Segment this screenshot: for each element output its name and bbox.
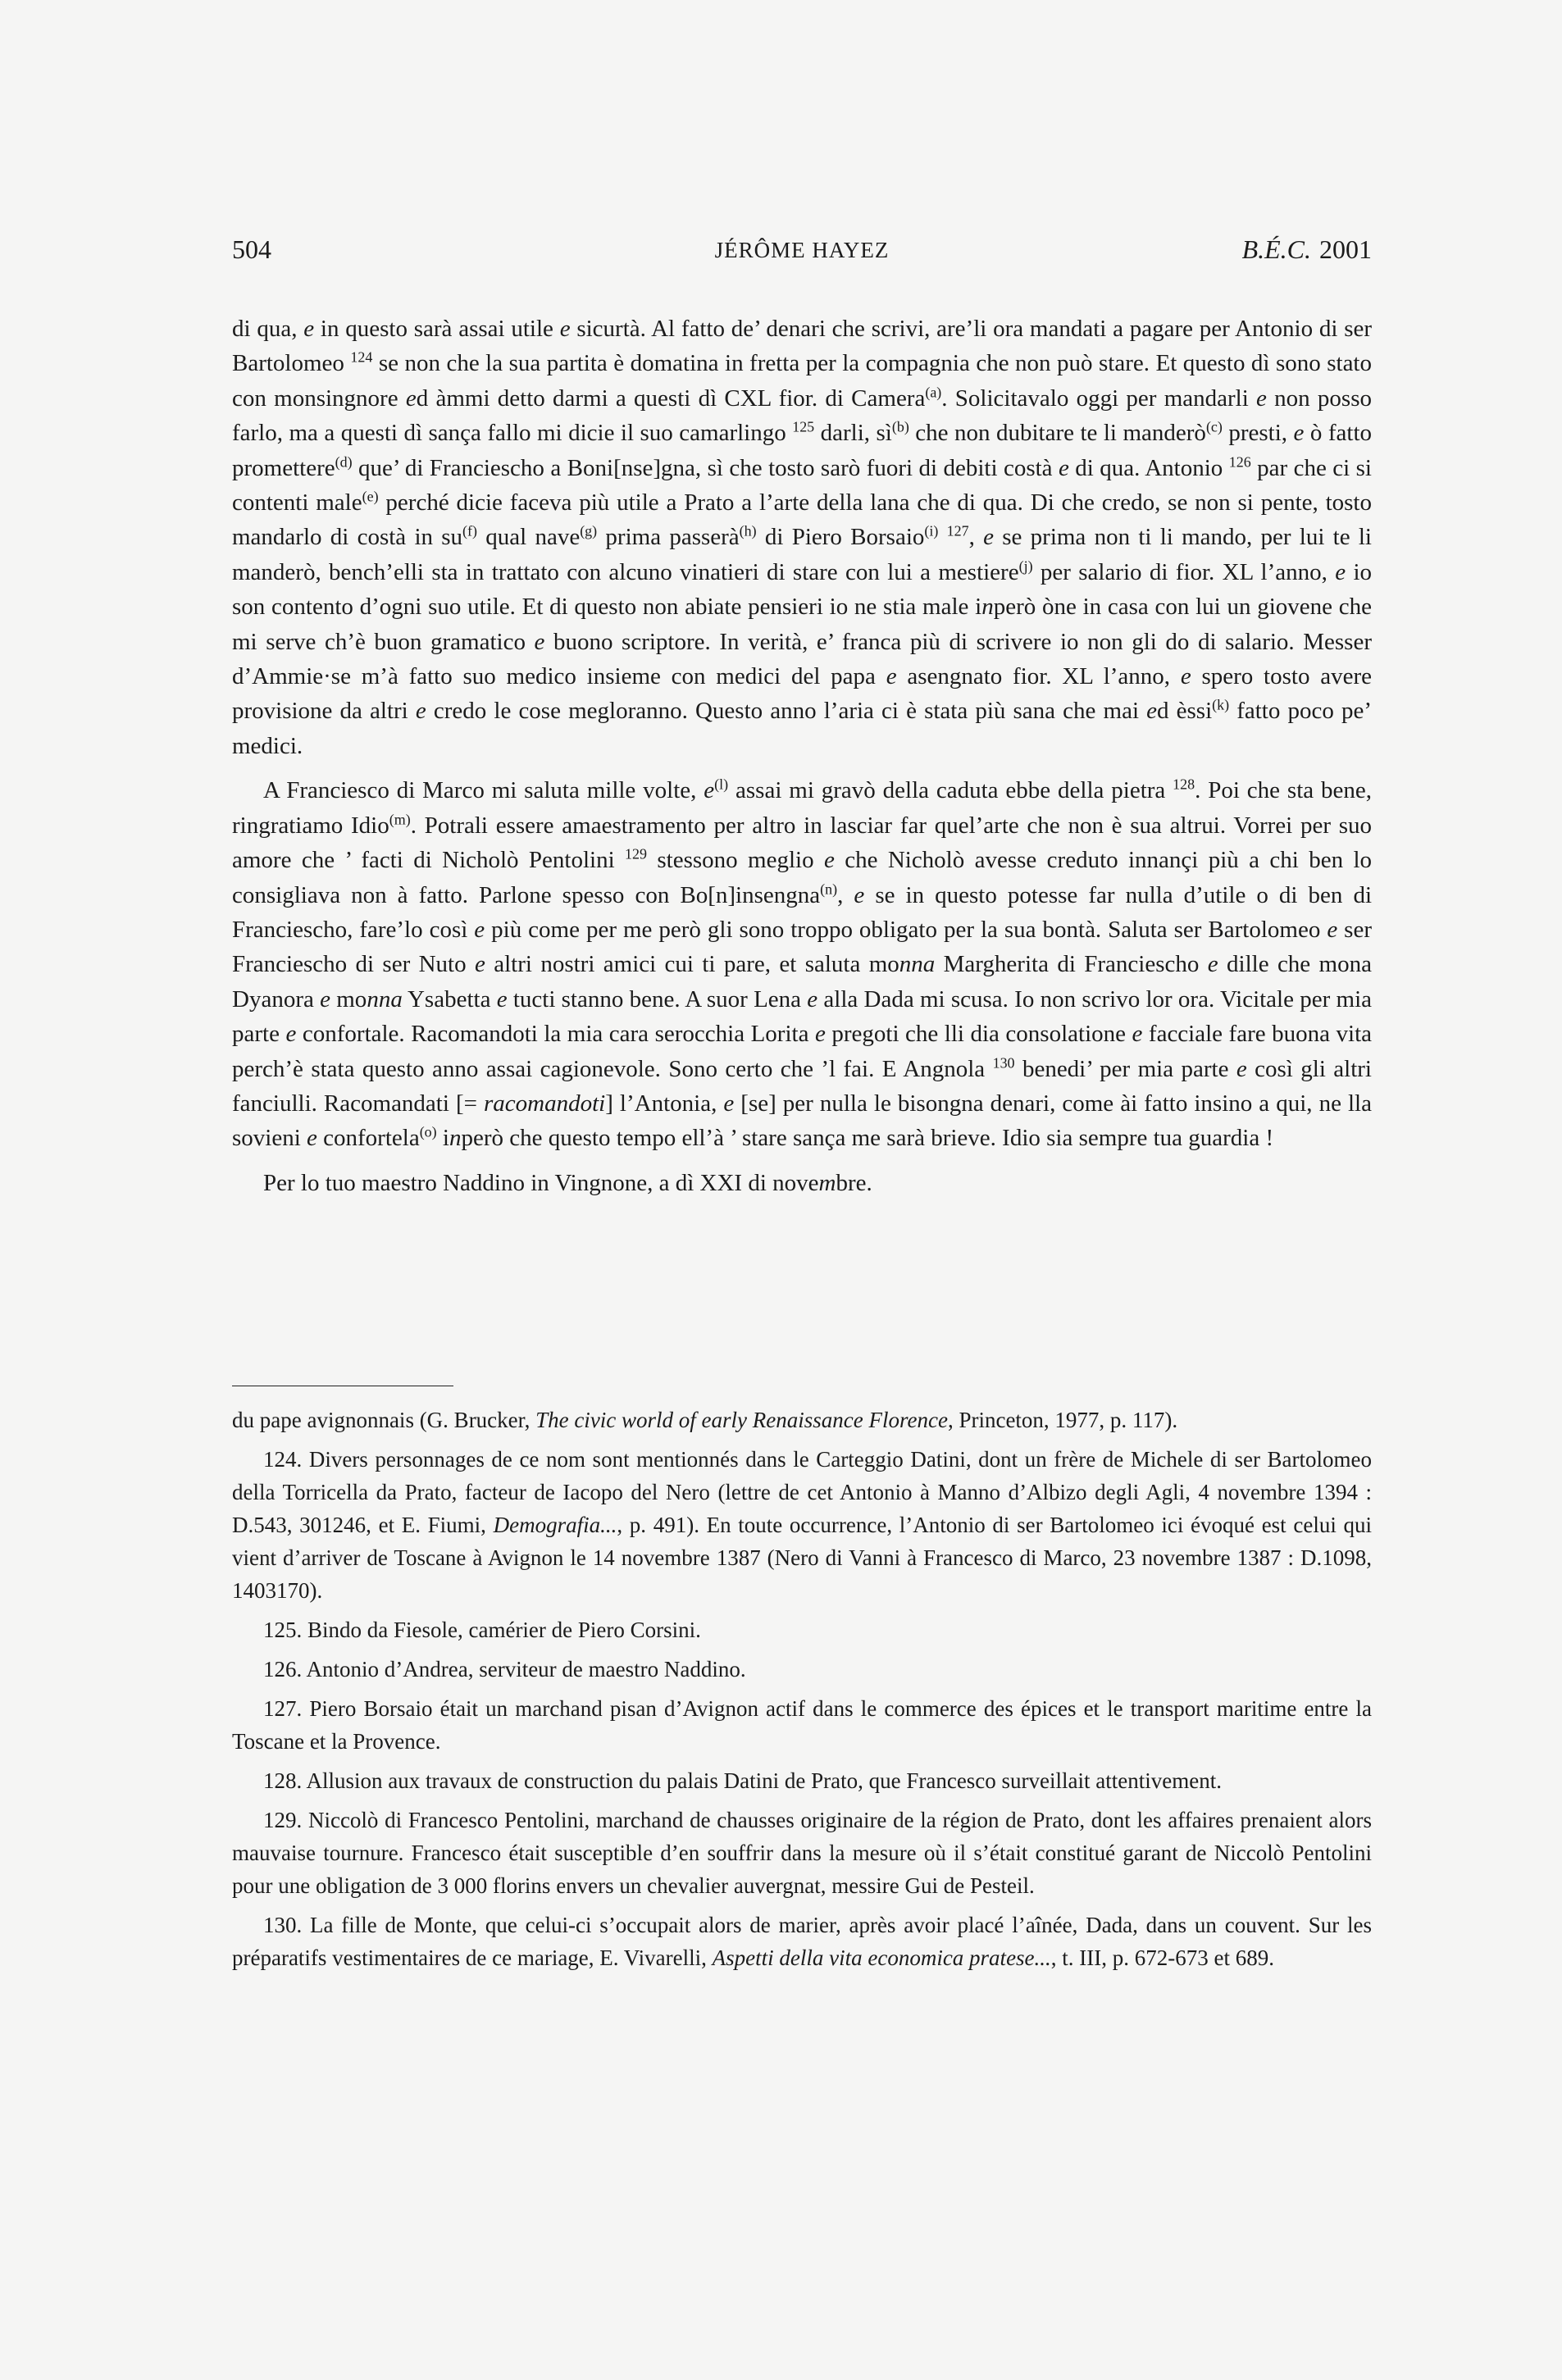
text-run: così gli altri fanciulli. Racomandati [= [232, 1055, 1372, 1117]
text-run: assai mi gravò della caduta ebbe della pietra [728, 777, 1173, 804]
italic-text: e [1256, 385, 1267, 412]
note-reference: (h) [739, 522, 757, 539]
journal-abbrev: B.É.C. [1241, 234, 1311, 264]
italic-text: nna [899, 951, 936, 978]
text-run: di qua, [232, 316, 304, 342]
text-run: altri nostri amici cui ti pare, et saluta mo [485, 951, 899, 978]
italic-text: e [807, 985, 818, 1013]
note-reference: (a) [925, 384, 942, 401]
italic-text: e [823, 847, 835, 874]
text-run: spero tosto avere provisione da altri [232, 663, 1372, 725]
text-run: 127. Piero Borsaio était un marchand pisan d’Avignon actif dans le commerce des épices et le transport maritime entre la Toscane et la Provence. [232, 1696, 1372, 1754]
text-run: asengnato fior. XL l’anno, [896, 663, 1181, 690]
italic-text: e [1207, 951, 1218, 978]
footnote [232, 1804, 1372, 1902]
text-run: più come per me però gli sono troppo obligato per la sua bontà. Saluta ser Bartolomeo [485, 916, 1327, 943]
text-run: . Solicitavalo oggi per mandarli [941, 385, 1257, 412]
note-reference: (d) [335, 453, 353, 470]
text-run: , Princeton, 1977, p. 117). [947, 1408, 1178, 1432]
italic-text: e [320, 985, 330, 1013]
text-run: non posso farlo, ma a questi dì sança fallo mi dicie il suo camarlingo [232, 385, 1372, 447]
text-run: pregoti che lli dia consolatione [825, 1021, 1132, 1048]
text-run: benedi’ per mia parte [1014, 1055, 1236, 1082]
text-run: par che ci si contenti male [232, 454, 1372, 517]
text-run: confortela [316, 1125, 420, 1152]
text-run: però che questo tempo ell’à ’ stare sança me sarà brieve. Idio sia sempre tua guardia ! [461, 1125, 1274, 1152]
note-reference: 127 [946, 522, 969, 539]
text-run: se non che la sua partita è domatina in fretta per la compagnia che non può stare. Et questo dì sono stato con monsingnore [232, 350, 1372, 412]
italic-text: Demografia... [493, 1513, 617, 1537]
italic-text: e [474, 916, 485, 943]
note-reference: 130 [992, 1053, 1015, 1071]
italic-text: e [704, 777, 715, 804]
text-run: dille che mona Dyanora [232, 951, 1372, 1013]
text-run: 130. La fille de Monte, que celui-ci s’occupait alors de marier, après avoir placé l’aînée, Dada, dans un couvent. Sur les préparatifs vestimentaires de ce mariage, E. Vivarelli, [232, 1913, 1372, 1970]
text-run: , p. 491). En toute occurrence, l’Antonio di ser Bartolomeo ici évoqué est celui qui vient d’arriver de Toscane à Avignon le 14 novembre 1387 (Nero di Vanni à Francesco di Marco, 23 novembre 1387 : D.1098, 1403170). [232, 1513, 1372, 1603]
italic-text: e [415, 698, 426, 725]
text-run: prima passerà [597, 524, 740, 551]
italic-text: The civic world of early Renaissance Florence [535, 1408, 948, 1432]
note-reference: (j) [1018, 557, 1033, 575]
text-run: presti, [1222, 420, 1294, 447]
footnote [232, 1653, 1372, 1686]
text-run: se in questo potesse far nulla d’utile o di ben di Franciescho, fare’lo così [232, 881, 1373, 943]
note-reference: (i) [924, 522, 939, 539]
text-run: darli, sì [814, 420, 892, 447]
note-reference: 128 [1173, 776, 1195, 793]
text-run: confortale. Racomandoti la mia cara serocchia Lorita [296, 1021, 815, 1048]
italic-text: e [303, 316, 315, 342]
text-run: bre. [836, 1169, 872, 1196]
text-run: mo [330, 985, 367, 1013]
text-run: que’ di Franciescho a Boni[nse]gna, sì che tosto sarò fuori di debiti costà [352, 454, 1059, 481]
note-reference: (g) [580, 522, 598, 539]
letter-body [232, 312, 1372, 1210]
letter-paragraph [232, 773, 1372, 1155]
text-run: fatto poco pe’ medici. [232, 698, 1372, 759]
text-run: però òne in casa con lui un giovene che mi serve ch’è buon gramatico [232, 594, 1372, 655]
italic-text: e [534, 628, 545, 655]
footnote [232, 1764, 1372, 1797]
text-run: 126. Antonio d’Andrea, serviteur de maestro Naddino. [263, 1657, 746, 1681]
text-run: 128. Allusion aux travaux de construction du palais Datini de Prato, que Francesco surveillait attentivement. [263, 1768, 1222, 1793]
italic-text: e [307, 1125, 317, 1152]
text-run [938, 524, 946, 550]
text-run: d àmmi detto darmi a questi dì CXL fior. di Camera [416, 385, 926, 412]
italic-text: e [1236, 1055, 1247, 1082]
journal-year: 2001 [1319, 234, 1372, 264]
text-run: sicurtà. Al fatto de’ denari che scrivi, are’li ora mandati a pagare per Antonio di ser Bartolomeo [232, 316, 1373, 377]
italic-text: e [285, 1021, 297, 1048]
note-reference: 129 [625, 845, 647, 862]
text-run: , [968, 524, 984, 551]
note-reference: (f) [462, 522, 477, 539]
italic-text: e [854, 881, 865, 908]
note-reference: (o) [419, 1123, 437, 1140]
text-run: ò fatto promettere [232, 420, 1373, 481]
text-run: i [436, 1125, 449, 1152]
italic-text: n [449, 1125, 462, 1152]
text-run: qual nave [477, 524, 581, 551]
note-reference: (n) [820, 880, 838, 897]
text-run: in questo sarà assai utile [314, 316, 560, 342]
italic-text: e [983, 524, 994, 551]
italic-text: racomandoti [484, 1090, 606, 1117]
letter-paragraph [232, 312, 1372, 763]
text-run: di Piero Borsaio [756, 524, 925, 551]
running-header [232, 234, 1372, 271]
text-run: . Poi che sta bene, ringratiamo Idio [232, 777, 1373, 839]
note-reference: 126 [1228, 453, 1251, 470]
italic-text: e [496, 985, 508, 1013]
footnote [232, 1692, 1372, 1758]
text-run: di qua. Antonio [1068, 454, 1229, 481]
text-run: stessono meglio [647, 847, 824, 874]
text-run: , t. III, p. 672-673 et 689. [1050, 1945, 1274, 1970]
note-reference: (c) [1205, 418, 1223, 435]
text-run: Per lo tuo maestro Naddino in Vingnone, a dì XXI di nove [263, 1169, 819, 1196]
italic-text: m [818, 1169, 836, 1196]
running-author: JÉRÔME HAYEZ [714, 238, 890, 262]
note-reference: (l) [714, 776, 729, 793]
footnote [232, 1443, 1372, 1607]
italic-text: e [1180, 663, 1191, 690]
note-reference: 124 [350, 348, 373, 366]
footnote [232, 1909, 1372, 1974]
text-run: 125. Bindo da Fiesole, camérier de Piero Corsini. [263, 1618, 701, 1642]
italic-text: e [1146, 698, 1158, 725]
text-run: se prima non ti li mando, per lui te li manderò, bench’elli sta in trattato con alcuno vinatieri di stare con lui a mestiere [232, 524, 1372, 585]
text-run: A Franciesco di Marco mi saluta mille volte, [263, 777, 704, 804]
italic-text: e [475, 951, 485, 978]
italic-text: e [723, 1090, 735, 1117]
footnote [232, 1404, 1372, 1436]
note-reference: (e) [362, 488, 379, 505]
italic-text: nna [367, 985, 403, 1013]
text-run: ] l’Antonia, [605, 1090, 724, 1117]
journal-reference [1242, 234, 1372, 265]
text-run: credo le cose megloranno. Questo anno l’aria ci è stata più sana che mai [426, 698, 1147, 725]
italic-text: e [1327, 916, 1338, 943]
text-run: ser Franciescho di ser Nuto [232, 916, 1372, 978]
text-run: tucti stanno bene. A suor Lena [507, 985, 808, 1013]
text-run: [se] per nulla le bisongna denari, come ài fatto insino a qui, ne lla sovieni [232, 1090, 1372, 1152]
text-run: alla Dada mi scusa. Io non scrivo lor ora. Vicitale per mia parte [232, 985, 1373, 1048]
text-run: . Potrali essere amaestramento per altro in lasciar far quel’arte che non è sua altrui. Vorrei per suo amore che ’ facti di Nicholò Pentolini [232, 812, 1372, 874]
italic-text: e [405, 385, 417, 412]
italic-text: Aspetti della vita economica pratese... [712, 1945, 1051, 1970]
text-run: perché dicie faceva più utile a Prato a l’arte della lana che di qua. Di che credo, se non si pente, tosto mandarlo di costà in su [232, 489, 1372, 551]
text-run: Ysabetta [402, 985, 497, 1013]
note-reference: (m) [389, 811, 411, 828]
page-number: 504 [232, 234, 271, 264]
text-run: 124. Divers personnages de ce nom sont mentionnés dans le Carteggio Datini, dont un frère de Michele di ser Bartolomeo della Torricella da Prato, facteur de Iacopo del Nero (lettre de cet Antonio à Manno d’Albizo degli Agli, 4 novembre 1394 : D.543, 301246, et E. Fiumi, [232, 1447, 1372, 1537]
text-run: facciale fare buona vita perch’è stata questo anno assai cagionevole. Sono certo che ’l fai. E Angnola [232, 1021, 1373, 1082]
italic-text: e [1058, 454, 1069, 481]
italic-text: e [886, 663, 897, 690]
text-run: io son contento d’ogni suo utile. Et di questo non abiate pensieri io ne stia male i [232, 558, 1373, 621]
text-run: per salario di fior. XL l’anno, [1032, 558, 1336, 585]
note-reference: 125 [792, 418, 815, 435]
italic-text: n [981, 594, 994, 621]
italic-text: e [559, 316, 571, 342]
text-run: Margherita di Franciescho [935, 951, 1208, 978]
footnotes [232, 1404, 1372, 1981]
letter-paragraph [232, 1166, 1372, 1200]
italic-text: e [1335, 558, 1346, 585]
text-run: , [837, 881, 854, 908]
note-reference: (k) [1212, 696, 1230, 713]
text-run: che non dubitare te li manderò [909, 420, 1206, 447]
text-run: d èssi [1157, 698, 1213, 725]
italic-text: e [1293, 420, 1305, 447]
text-run: buono scriptore. In verità, e’ franca più di scrivere io non gli do di salario. Messer d’Ammie·se m’à fatto suo medico insieme con medici del papa [232, 628, 1372, 690]
text-run: che Nicholò avesse creduto innançi più a chi ben lo consigliava non à fatto. Parlone spesso con Bo[n]insengna [232, 847, 1372, 908]
italic-text: e [814, 1021, 826, 1048]
note-reference: (b) [891, 418, 909, 435]
footnote [232, 1613, 1372, 1646]
text-run: 129. Niccolò di Francesco Pentolini, marchand de chausses originaire de la région de Prato, dont les affaires prenaient alors mauvaise tournure. Francesco était susceptible d’en souffrir dans la mesure où il s’était constitué garant de Niccolò Pentolini pour une obligation de 3 000 florins envers un chevalier auvergnat, messire Gui de Pesteil. [232, 1808, 1372, 1898]
text-run: du pape avignonnais (G. Brucker, [232, 1408, 536, 1432]
italic-text: e [1132, 1021, 1143, 1048]
